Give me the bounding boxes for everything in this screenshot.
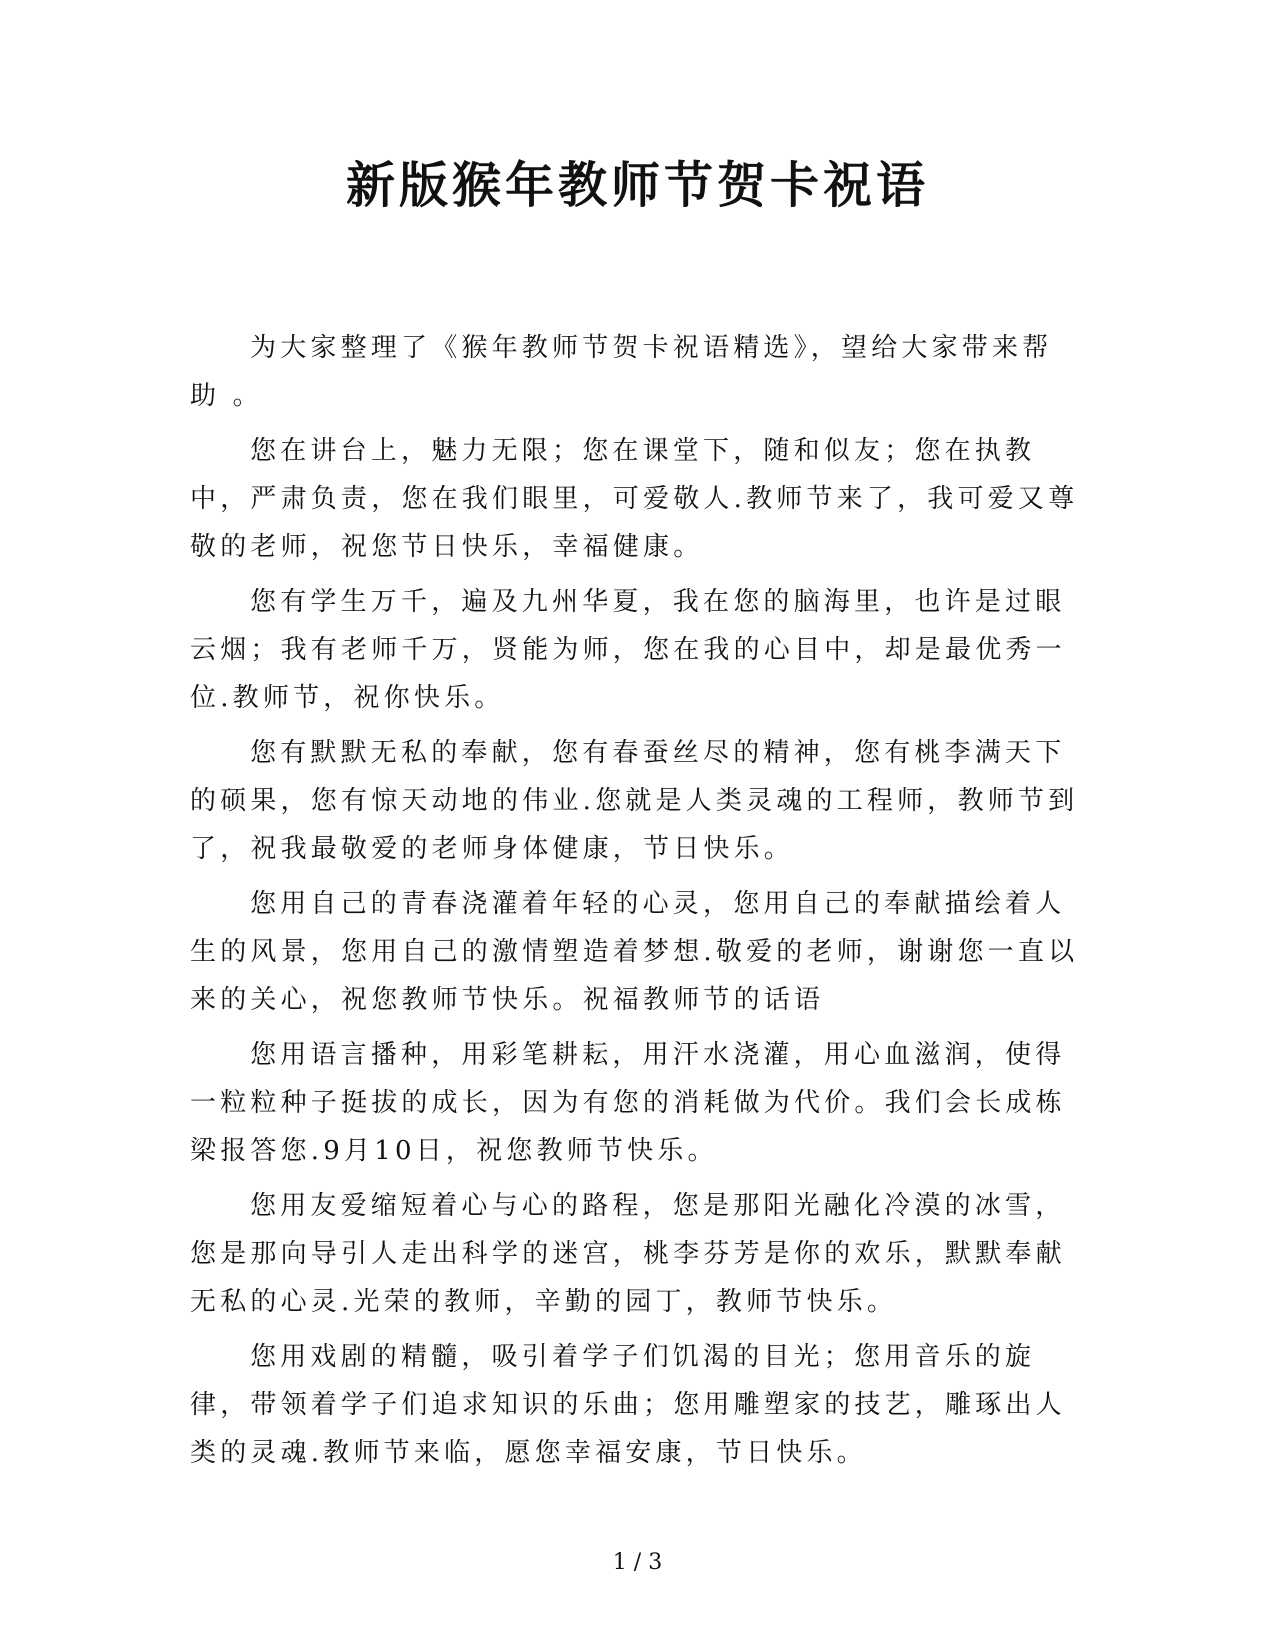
document-body	[190, 324, 1080, 1484]
paragraph: 您有默默无私的奉献，您有春蚕丝尽的精神，您有桃李满天下的硕果，您有惊天动地的伟业.您就是人类灵魂的工程师，教师节到了，祝我最敬爱的老师身体健康，节日快乐。	[190, 738, 1079, 864]
paragraph: 您用语言播种，用彩笔耕耘，用汗水浇灌，用心血滋润，使得一粒粒种子挺拔的成长，因为有您的消耗做为代价。我们会长成栋梁报答您.9月10日，祝您教师节快乐。	[190, 1040, 1066, 1166]
paragraph: 您用戏剧的精髓，吸引着学子们饥渴的目光；您用音乐的旋律，带领着学子们追求知识的乐曲；您用雕塑家的技艺，雕琢出人类的灵魂.教师节来临，愿您幸福安康，节日快乐。	[190, 1342, 1066, 1468]
page-number: 1 / 3	[612, 1550, 663, 1575]
page-title: 新版猴年教师节贺卡祝语	[345, 156, 929, 214]
paragraph: 您有学生万千，遍及九州华夏，我在您的脑海里，也许是过眼云烟；我有老师千万，贤能为师，您在我的心目中，却是最优秀一位.教师节，祝你快乐。	[190, 587, 1066, 713]
paragraph-intro: 为大家整理了《猴年教师节贺卡祝语精选》，望给大家带来帮助 。	[190, 333, 1053, 411]
paragraph: 您用友爱缩短着心与心的路程，您是那阳光融化冷漠的冰雪，您是那向导引人走出科学的迷宫，桃李芬芳是你的欢乐，默默奉献无私的心灵.光荣的教师，辛勤的园丁，教师节快乐。	[190, 1191, 1066, 1317]
paragraph: 您用自己的青春浇灌着年轻的心灵，您用自己的奉献描绘着人生的风景，您用自己的激情塑造着梦想.敬爱的老师，谢谢您一直以来的关心，祝您教师节快乐。祝福教师节的话语	[190, 889, 1079, 1015]
paragraph: 您在讲台上，魅力无限；您在课堂下，随和似友；您在执教中，严肃负责，您在我们眼里，可爱敬人.教师节来了，我可爱又尊敬的老师，祝您节日快乐，幸福健康。	[190, 436, 1079, 562]
